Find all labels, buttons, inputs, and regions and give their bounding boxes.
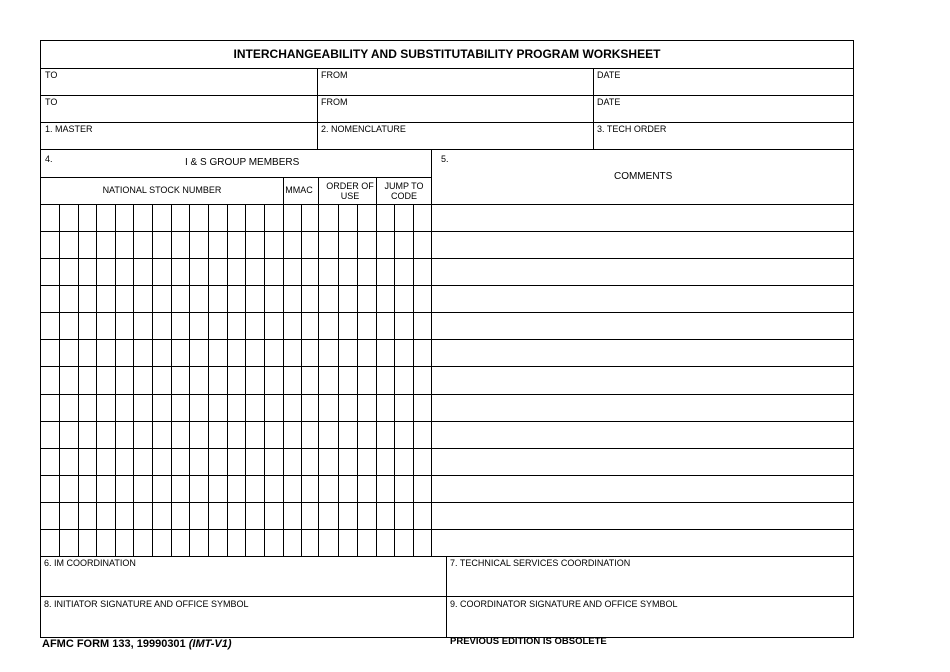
rule-line xyxy=(40,312,853,313)
rule-line xyxy=(40,502,853,503)
rule-line xyxy=(853,40,854,637)
rule-line xyxy=(245,204,246,556)
coordinator-signature-label: 9. COORDINATOR SIGNATURE AND OFFICE SYMBOL xyxy=(450,599,678,609)
rule-line xyxy=(133,204,134,556)
rule-line xyxy=(40,149,853,150)
rule-line xyxy=(376,177,377,204)
rule-line xyxy=(40,177,431,178)
rule-line xyxy=(78,204,79,556)
master-field[interactable] xyxy=(41,122,317,149)
to-field-1[interactable] xyxy=(41,68,317,95)
rule-line xyxy=(40,448,853,449)
rule-line xyxy=(394,204,395,556)
initiator-signature-field[interactable] xyxy=(41,596,446,637)
edition-note: PREVIOUS EDITION IS OBSOLETE xyxy=(450,636,607,647)
rule-line xyxy=(301,204,302,556)
date-label: DATE xyxy=(597,97,621,107)
rule-line xyxy=(227,204,228,556)
form-number xyxy=(42,638,232,650)
date-label: DATE xyxy=(597,70,621,80)
rule-line xyxy=(171,204,172,556)
to-label: TO xyxy=(45,97,58,107)
nsn-header: NATIONAL STOCK NUMBER xyxy=(102,185,222,195)
order-of-use-header: ORDER OF USE xyxy=(326,181,374,201)
rule-line xyxy=(208,204,209,556)
rule-line xyxy=(40,366,853,367)
master-label: 1. MASTER xyxy=(45,124,93,134)
rule-line xyxy=(376,204,377,556)
rule-line xyxy=(40,421,853,422)
rule-line xyxy=(115,204,116,556)
rule-line xyxy=(40,529,853,530)
rule-line xyxy=(318,204,319,556)
comments-heading: COMMENTS xyxy=(614,171,673,182)
to-field-2[interactable] xyxy=(41,95,317,122)
date-field-2[interactable] xyxy=(593,95,853,122)
rule-line xyxy=(40,40,854,41)
rule-line xyxy=(96,204,97,556)
rule-line xyxy=(413,204,414,556)
rule-line xyxy=(40,475,853,476)
from-field-1[interactable] xyxy=(317,68,593,95)
members-number: 4. xyxy=(45,154,53,164)
to-label: TO xyxy=(45,70,58,80)
rule-line xyxy=(59,204,60,556)
tech-services-field[interactable] xyxy=(446,556,853,596)
nomenclature-label: 2. NOMENCLATURE xyxy=(321,124,406,134)
nomenclature-field[interactable] xyxy=(317,122,593,149)
from-label: FROM xyxy=(321,97,348,107)
form-version: (IMT-V1) xyxy=(188,638,232,650)
rule-line xyxy=(318,177,319,204)
comments-number: 5. xyxy=(441,154,449,164)
rule-line xyxy=(40,258,853,259)
rule-line xyxy=(40,204,853,205)
rule-line xyxy=(40,231,853,232)
tech-order-label: 3. TECH ORDER xyxy=(597,124,667,134)
rule-line xyxy=(40,285,853,286)
rule-line xyxy=(152,204,153,556)
members-heading: I & S GROUP MEMBERS xyxy=(185,157,300,168)
from-label: FROM xyxy=(321,70,348,80)
from-field-2[interactable] xyxy=(317,95,593,122)
rule-line xyxy=(357,204,358,556)
initiator-signature-label: 8. INITIATOR SIGNATURE AND OFFICE SYMBOL xyxy=(44,599,249,609)
im-coordination-field[interactable] xyxy=(41,556,446,596)
rule-line xyxy=(189,204,190,556)
form-title: INTERCHANGEABILITY AND SUBSTITUTABILITY PROGRAM WORKSHEET xyxy=(233,47,661,61)
jump-to-code-header: JUMP TO CODE xyxy=(384,181,424,201)
rule-line xyxy=(431,149,432,556)
tech-services-label: 7. TECHNICAL SERVICES COORDINATION xyxy=(450,558,631,568)
rule-line xyxy=(338,204,339,556)
form-number-text: AFMC FORM 133, 19990301 xyxy=(42,638,186,650)
rule-line xyxy=(264,204,265,556)
tech-order-field[interactable] xyxy=(593,122,853,149)
date-field-1[interactable] xyxy=(593,68,853,95)
mmac-header: MMAC xyxy=(285,185,313,195)
im-coordination-label: 6. IM COORDINATION xyxy=(44,558,136,568)
coordinator-signature-field[interactable] xyxy=(446,596,853,637)
rule-line xyxy=(40,339,853,340)
rule-line xyxy=(283,204,284,556)
rule-line xyxy=(40,394,853,395)
